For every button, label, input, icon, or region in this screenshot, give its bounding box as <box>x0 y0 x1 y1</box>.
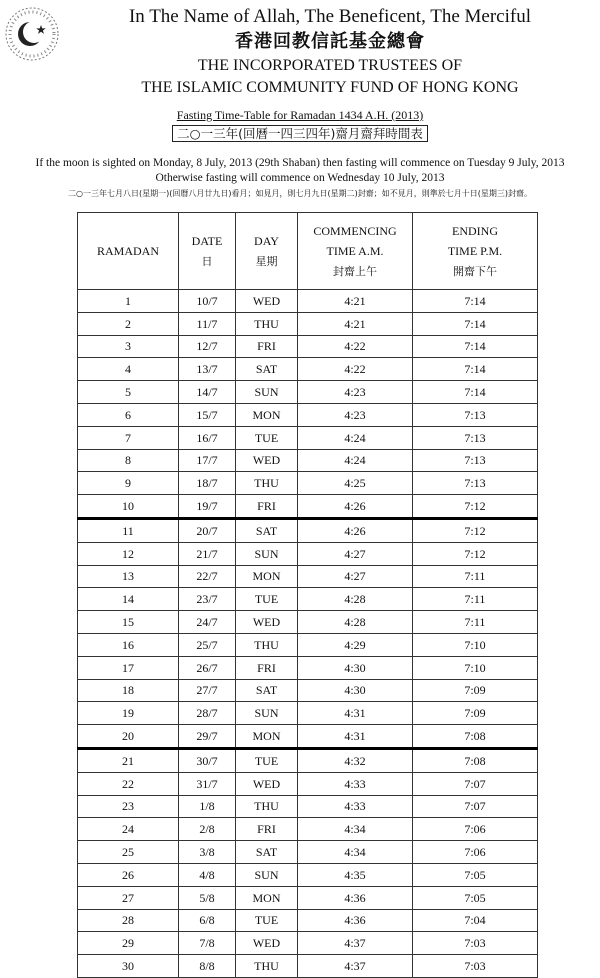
date-cell: 19/7 <box>179 495 236 519</box>
ramadan-day-cell: 27 <box>78 886 179 909</box>
weekday-cell: SAT <box>236 358 298 381</box>
date-cell: 12/7 <box>179 335 236 358</box>
table-row <box>78 449 538 472</box>
commencing-time-cell: 4:31 <box>298 725 413 749</box>
date-cell: 17/7 <box>179 449 236 472</box>
commencing-time-cell: 4:24 <box>298 449 413 472</box>
date-cell: 25/7 <box>179 633 236 656</box>
weekday-cell: SAT <box>236 841 298 864</box>
weekday-cell: WED <box>236 932 298 955</box>
table-row <box>78 312 538 335</box>
table-row <box>78 909 538 932</box>
ending-time-cell: 7:11 <box>413 588 538 611</box>
weekday-cell: THU <box>236 795 298 818</box>
document-title-text: Fasting Time-Table for Ramadan 1434 A.H. (2013) <box>176 108 424 122</box>
ramadan-day-cell: 19 <box>78 702 179 725</box>
ramadan-day-cell: 15 <box>78 611 179 634</box>
table-row <box>78 818 538 841</box>
moon-sighting-note-chinese: 二○一三年七月八日(星期一)(回曆八月廿九日)看月；如見月，則七月九日(星期二)封齋；如不見月，則準於七月十日(星期三)封齋。 <box>68 189 532 198</box>
date-cell: 10/7 <box>179 290 236 313</box>
ending-time-cell: 7:13 <box>413 449 538 472</box>
ending-time-cell: 7:03 <box>413 932 538 955</box>
commencing-time-cell: 4:25 <box>298 472 413 495</box>
ending-time-cell: 7:06 <box>413 841 538 864</box>
date-cell: 1/8 <box>179 795 236 818</box>
table-row <box>78 472 538 495</box>
weekday-cell: SUN <box>236 863 298 886</box>
ending-time-cell: 7:13 <box>413 426 538 449</box>
ramadan-day-cell: 13 <box>78 565 179 588</box>
date-cell: 31/7 <box>179 772 236 795</box>
ending-time-cell: 7:12 <box>413 495 538 519</box>
date-cell: 23/7 <box>179 588 236 611</box>
table-row <box>78 381 538 404</box>
ramadan-day-cell: 30 <box>78 955 179 978</box>
ramadan-day-cell: 28 <box>78 909 179 932</box>
org-name-line2: THE ISLAMIC COMMUNITY FUND OF HONG KONG <box>141 79 519 96</box>
ending-time-cell: 7:10 <box>413 656 538 679</box>
date-cell: 30/7 <box>179 748 236 772</box>
date-cell: 7/8 <box>179 932 236 955</box>
ending-time-cell: 7:14 <box>413 312 538 335</box>
ramadan-day-cell: 17 <box>78 656 179 679</box>
ramadan-day-cell: 2 <box>78 312 179 335</box>
weekday-cell: WED <box>236 772 298 795</box>
commencing-time-cell: 4:27 <box>298 542 413 565</box>
table-row <box>78 290 538 313</box>
ramadan-day-cell: 9 <box>78 472 179 495</box>
weekday-cell: THU <box>236 472 298 495</box>
date-cell: 27/7 <box>179 679 236 702</box>
commencing-time-cell: 4:30 <box>298 656 413 679</box>
weekday-cell: WED <box>236 611 298 634</box>
date-cell: 20/7 <box>179 518 236 542</box>
date-cell: 16/7 <box>179 426 236 449</box>
ramadan-day-cell: 24 <box>78 818 179 841</box>
ending-time-cell: 7:08 <box>413 725 538 749</box>
ramadan-day-cell: 1 <box>78 290 179 313</box>
table-row <box>78 725 538 749</box>
ramadan-day-cell: 20 <box>78 725 179 749</box>
ramadan-day-cell: 22 <box>78 772 179 795</box>
table-row <box>78 426 538 449</box>
commencing-time-cell: 4:24 <box>298 426 413 449</box>
weekday-cell: FRI <box>236 335 298 358</box>
document-title <box>0 107 600 123</box>
ending-time-cell: 7:13 <box>413 403 538 426</box>
ending-time-cell: 7:09 <box>413 702 538 725</box>
commencing-time-cell: 4:23 <box>298 403 413 426</box>
ending-time-cell: 7:03 <box>413 955 538 978</box>
ending-time-cell: 7:14 <box>413 290 538 313</box>
ramadan-day-cell: 6 <box>78 403 179 426</box>
ending-time-cell: 7:07 <box>413 795 538 818</box>
date-cell: 28/7 <box>179 702 236 725</box>
commencing-time-cell: 4:22 <box>298 358 413 381</box>
ending-time-cell: 7:05 <box>413 886 538 909</box>
weekday-cell: TUE <box>236 426 298 449</box>
commencing-time-cell: 4:34 <box>298 841 413 864</box>
commencing-time-cell: 4:21 <box>298 312 413 335</box>
weekday-cell: SUN <box>236 381 298 404</box>
ramadan-day-cell: 29 <box>78 932 179 955</box>
weekday-cell: SUN <box>236 542 298 565</box>
table-row <box>78 702 538 725</box>
table-row <box>78 656 538 679</box>
weekday-cell: THU <box>236 633 298 656</box>
weekday-cell: MON <box>236 886 298 909</box>
ramadan-day-cell: 11 <box>78 518 179 542</box>
commencing-time-cell: 4:28 <box>298 588 413 611</box>
table-row <box>78 611 538 634</box>
ending-time-cell: 7:13 <box>413 472 538 495</box>
fasting-timetable <box>77 212 538 978</box>
date-cell: 15/7 <box>179 403 236 426</box>
commencing-time-cell: 4:26 <box>298 495 413 519</box>
commencing-time-cell: 4:35 <box>298 863 413 886</box>
ending-time-cell: 7:09 <box>413 679 538 702</box>
date-cell: 5/8 <box>179 886 236 909</box>
crescent-emblem-icon <box>4 6 60 62</box>
ending-time-cell: 7:11 <box>413 565 538 588</box>
header-date: DATE 日 <box>179 213 236 290</box>
ending-time-cell: 7:05 <box>413 863 538 886</box>
weekday-cell: SAT <box>236 518 298 542</box>
header-day: DAY 星期 <box>236 213 298 290</box>
date-cell: 18/7 <box>179 472 236 495</box>
commencing-time-cell: 4:29 <box>298 633 413 656</box>
table-row <box>78 772 538 795</box>
weekday-cell: TUE <box>236 909 298 932</box>
commencing-time-cell: 4:37 <box>298 955 413 978</box>
commencing-time-cell: 4:33 <box>298 772 413 795</box>
header-ramadan: RAMADAN <box>78 213 179 290</box>
document-title-chinese-text: 二○一三年(回曆一四三四年)齋月齋拜時間表 <box>172 125 428 142</box>
commencing-time-cell: 4:36 <box>298 909 413 932</box>
commencing-time-cell: 4:36 <box>298 886 413 909</box>
ending-time-cell: 7:07 <box>413 772 538 795</box>
ramadan-day-cell: 18 <box>78 679 179 702</box>
table-row <box>78 518 538 542</box>
commencing-time-cell: 4:32 <box>298 748 413 772</box>
ramadan-day-cell: 10 <box>78 495 179 519</box>
ending-time-cell: 7:10 <box>413 633 538 656</box>
table-row <box>78 748 538 772</box>
ending-time-cell: 7:08 <box>413 748 538 772</box>
commencing-time-cell: 4:28 <box>298 611 413 634</box>
weekday-cell: FRI <box>236 656 298 679</box>
table-row <box>78 886 538 909</box>
ramadan-day-cell: 23 <box>78 795 179 818</box>
commencing-time-cell: 4:31 <box>298 702 413 725</box>
date-cell: 6/8 <box>179 909 236 932</box>
commencing-time-cell: 4:23 <box>298 381 413 404</box>
commencing-time-cell: 4:33 <box>298 795 413 818</box>
date-cell: 14/7 <box>179 381 236 404</box>
commencing-time-cell: 4:27 <box>298 565 413 588</box>
weekday-cell: MON <box>236 403 298 426</box>
ending-time-cell: 7:12 <box>413 542 538 565</box>
commencing-time-cell: 4:30 <box>298 679 413 702</box>
weekday-cell: SUN <box>236 702 298 725</box>
ramadan-day-cell: 25 <box>78 841 179 864</box>
ramadan-day-cell: 8 <box>78 449 179 472</box>
org-name-chinese: 香港回教信託基金總會 <box>235 31 425 52</box>
date-cell: 2/8 <box>179 818 236 841</box>
ending-time-cell: 7:04 <box>413 909 538 932</box>
table-header-row <box>78 213 538 290</box>
ramadan-day-cell: 26 <box>78 863 179 886</box>
header-commencing-time: COMMENCING TIME A.M. 封齋上午 <box>298 213 413 290</box>
ending-time-cell: 7:14 <box>413 335 538 358</box>
table-row <box>78 633 538 656</box>
weekday-cell: SAT <box>236 679 298 702</box>
date-cell: 21/7 <box>179 542 236 565</box>
table-row <box>78 955 538 978</box>
table-row <box>78 588 538 611</box>
header-ending-time: ENDING TIME P.M. 開齋下午 <box>413 213 538 290</box>
alternate-start-note: Otherwise fasting will commence on Wednesday 10 July, 2013 <box>155 172 445 184</box>
weekday-cell: TUE <box>236 588 298 611</box>
ending-time-cell: 7:11 <box>413 611 538 634</box>
table-row <box>78 932 538 955</box>
ramadan-day-cell: 7 <box>78 426 179 449</box>
table-row <box>78 403 538 426</box>
weekday-cell: FRI <box>236 818 298 841</box>
table-row <box>78 795 538 818</box>
date-cell: 13/7 <box>179 358 236 381</box>
weekday-cell: WED <box>236 449 298 472</box>
date-cell: 3/8 <box>179 841 236 864</box>
date-cell: 22/7 <box>179 565 236 588</box>
commencing-time-cell: 4:37 <box>298 932 413 955</box>
weekday-cell: TUE <box>236 748 298 772</box>
ramadan-day-cell: 14 <box>78 588 179 611</box>
timetable-body <box>78 290 538 978</box>
ending-time-cell: 7:06 <box>413 818 538 841</box>
ramadan-day-cell: 5 <box>78 381 179 404</box>
date-cell: 26/7 <box>179 656 236 679</box>
table-row <box>78 542 538 565</box>
moon-sighting-note: If the moon is sighted on Monday, 8 July, 2013 (29th Shaban) then fasting will commence on Tuesday 9 July, 2013 <box>35 157 565 169</box>
weekday-cell: MON <box>236 725 298 749</box>
table-row <box>78 863 538 886</box>
ending-time-cell: 7:12 <box>413 518 538 542</box>
date-cell: 11/7 <box>179 312 236 335</box>
org-name-line1: THE INCORPORATED TRUSTEES OF <box>197 57 463 74</box>
date-cell: 24/7 <box>179 611 236 634</box>
ramadan-day-cell: 16 <box>78 633 179 656</box>
table-row <box>78 335 538 358</box>
date-cell: 4/8 <box>179 863 236 886</box>
ending-time-cell: 7:14 <box>413 381 538 404</box>
ending-time-cell: 7:14 <box>413 358 538 381</box>
commencing-time-cell: 4:26 <box>298 518 413 542</box>
ramadan-day-cell: 21 <box>78 748 179 772</box>
weekday-cell: FRI <box>236 495 298 519</box>
weekday-cell: THU <box>236 312 298 335</box>
table-row <box>78 841 538 864</box>
ramadan-day-cell: 4 <box>78 358 179 381</box>
date-cell: 29/7 <box>179 725 236 749</box>
weekday-cell: THU <box>236 955 298 978</box>
table-row <box>78 358 538 381</box>
weekday-cell: MON <box>236 565 298 588</box>
table-row <box>78 679 538 702</box>
ramadan-day-cell: 12 <box>78 542 179 565</box>
date-cell: 8/8 <box>179 955 236 978</box>
commencing-time-cell: 4:34 <box>298 818 413 841</box>
table-row <box>78 495 538 519</box>
table-row <box>78 565 538 588</box>
ramadan-day-cell: 3 <box>78 335 179 358</box>
commencing-time-cell: 4:21 <box>298 290 413 313</box>
basmala-heading: In The Name of Allah, The Beneficent, The Merciful <box>128 6 532 27</box>
commencing-time-cell: 4:22 <box>298 335 413 358</box>
weekday-cell: WED <box>236 290 298 313</box>
document-title-chinese <box>0 125 600 143</box>
